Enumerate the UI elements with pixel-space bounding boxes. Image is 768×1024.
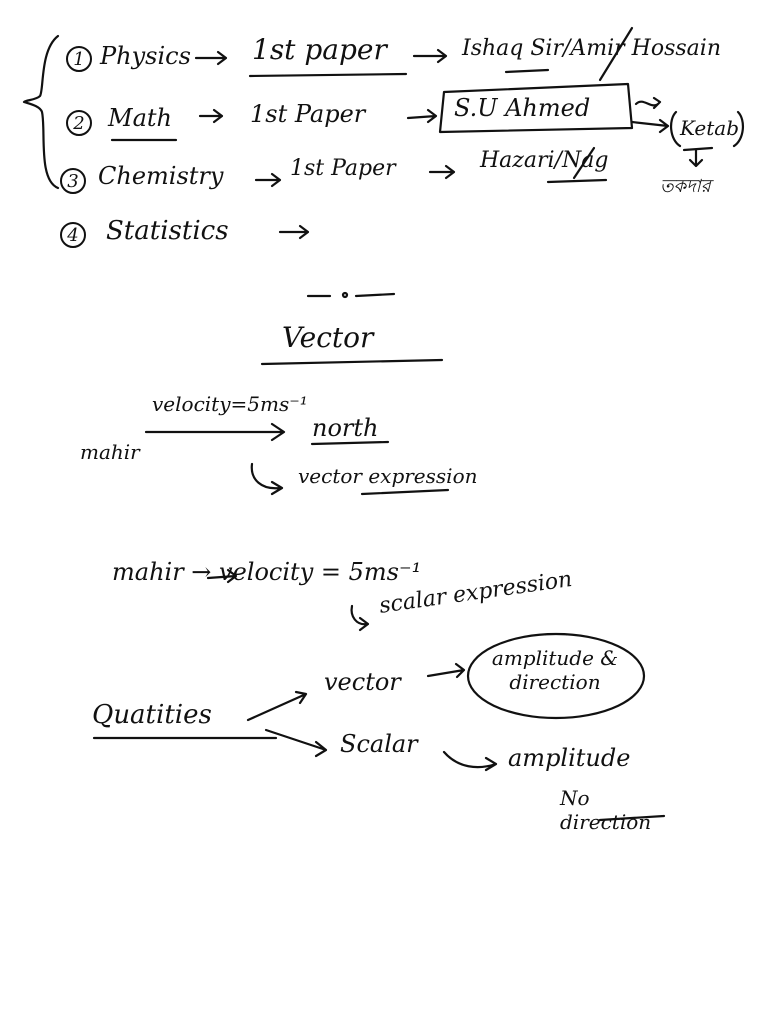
paper-physics: 1st paper: [252, 33, 387, 66]
author-chemistry: Hazari/Nag: [480, 148, 609, 173]
arrow-2b: [408, 110, 436, 122]
subject-mahir: mahir: [80, 440, 140, 464]
subject-math: Math: [108, 104, 172, 132]
hook-vector-expr: [252, 464, 282, 494]
arrow-scalar-to-amp: [444, 752, 496, 770]
author-math: S.U Ahmed: [454, 94, 591, 122]
vector-branch: vector: [324, 668, 401, 696]
arrow-vector-to-props: [428, 664, 464, 677]
paper-chemistry: 1st Paper: [290, 156, 396, 181]
arrow-down: [690, 150, 702, 166]
arrow-1b: [414, 50, 446, 62]
scalar-expression-note: scalar expression: [377, 566, 574, 619]
arrow-to-scalar: [266, 730, 326, 756]
scalar-branch: Scalar: [340, 730, 418, 758]
vector-properties: amplitude & direction: [491, 646, 619, 694]
squiggle-arrow: [636, 98, 660, 108]
subject-statistics: Statistics: [106, 216, 229, 246]
quatities-label: Quatities: [92, 700, 212, 730]
arrow-to-vector: [248, 692, 306, 720]
arrow-3a: [256, 174, 280, 186]
underline-hazari: [548, 180, 606, 182]
subject-chemistry: Chemistry: [98, 162, 224, 190]
arrow-3b: [430, 166, 454, 178]
scalar-amplitude: amplitude: [508, 744, 631, 772]
underline-vector-title: [262, 360, 442, 364]
list-number-4: 4: [60, 222, 86, 248]
direction-north: north: [312, 414, 379, 442]
extra-ketab: Ketab: [680, 116, 740, 140]
velocity-label: velocity=5ms⁻¹: [152, 392, 308, 416]
list-number-1: 1: [66, 46, 92, 72]
velocity-arrow: [146, 424, 284, 440]
underline-expression: [362, 490, 448, 494]
underline-1st-paper: [250, 74, 406, 76]
subject-physics: Physics: [100, 42, 191, 70]
note-bengali: তকদার: [660, 176, 711, 197]
scalar-no-direction: No direction: [560, 786, 652, 834]
underline-ishaq: [506, 70, 548, 72]
list-number-3: 3: [60, 168, 86, 194]
arrow-2a: [200, 110, 222, 122]
scalar-line: mahir → velocity = 5ms⁻¹: [112, 558, 422, 586]
author-physics: Ishaq Sir/Amir Hossain: [462, 36, 722, 61]
underline-ketab-line: [684, 148, 712, 150]
divider-dot: [343, 293, 347, 297]
vector-title: Vector: [282, 321, 374, 354]
arrow-to-ketab: [632, 120, 668, 132]
vector-expression-note: vector expression: [298, 464, 478, 488]
underline-north: [312, 442, 388, 444]
hook-scalar-expr: [352, 606, 368, 630]
list-number-2: 2: [66, 110, 92, 136]
divider-right: [356, 294, 394, 296]
left-brace: [24, 36, 58, 188]
arrow-4: [280, 226, 308, 238]
paper-math: 1st Paper: [250, 100, 366, 128]
arrow-1a: [196, 52, 226, 64]
